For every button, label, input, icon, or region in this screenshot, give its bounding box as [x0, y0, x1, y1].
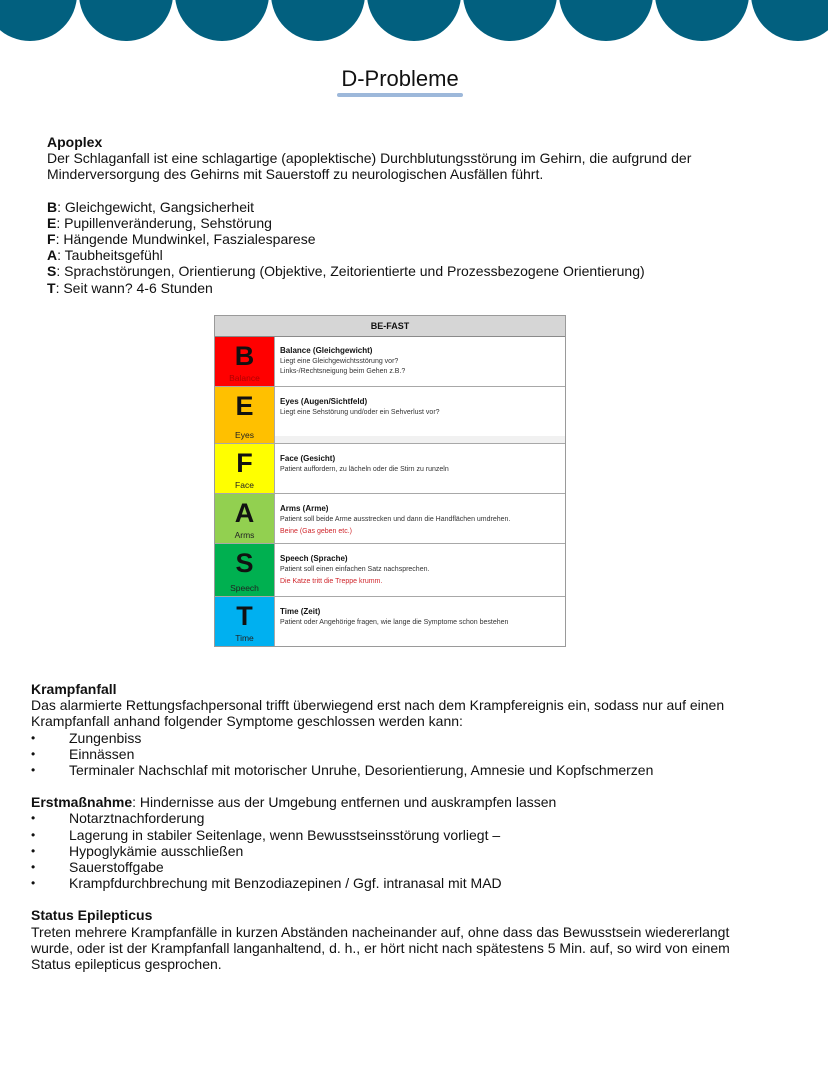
scallop-circle	[175, 0, 269, 41]
symptom-item: • Einnässen	[31, 746, 731, 762]
befast-content-cell	[275, 597, 565, 646]
befast-row-speech	[215, 544, 565, 597]
page-title-text: D-Probleme	[341, 66, 459, 91]
befast-example-note: Beine (Gas geben etc.)	[280, 528, 352, 535]
befast-letter: B	[234, 341, 255, 371]
page-title	[0, 66, 800, 92]
befast-content-cell	[275, 444, 565, 493]
befast-letter: A	[234, 498, 255, 528]
apoplex-letter-key: F	[47, 231, 56, 248]
scallop-circle	[655, 0, 749, 41]
symptom-item: • Zungenbiss	[31, 730, 731, 746]
befast-word: Eyes	[235, 430, 254, 440]
apoplex-letter-item	[47, 247, 727, 263]
befast-table-header: BE-FAST	[215, 316, 565, 337]
measure-item: • Sauerstoffgabe	[31, 859, 731, 875]
befast-letter: T	[236, 601, 253, 631]
befast-content-cell	[275, 494, 565, 543]
befast-word: Balance	[229, 373, 260, 383]
befast-letter-cell	[215, 597, 275, 646]
title-underline	[337, 93, 462, 97]
measure-item: • Krampfdurchbrechung mit Benzodiazepinen / Ggf. intranasal mit MAD	[31, 875, 731, 891]
measure-item: • Hypoglykämie ausschließen	[31, 843, 731, 859]
befast-content-cell	[275, 337, 565, 386]
scallop-circle	[463, 0, 557, 41]
befast-heading: Balance (Gleichgewicht)	[280, 346, 373, 355]
apoplex-letter-item	[47, 231, 727, 247]
erstmassnahme-line	[31, 794, 731, 810]
befast-row-eyes	[215, 387, 565, 444]
apoplex-letter-text: : Taubheitsgefühl	[57, 247, 163, 264]
befast-content-cell	[275, 387, 565, 443]
measure-item: • Notarztnachforderung	[31, 810, 731, 826]
befast-letter: S	[235, 548, 254, 578]
befast-description-line: Links-/Rechtsneigung beim Gehen z.B.?	[280, 368, 406, 375]
befast-heading: Arms (Arme)	[280, 504, 329, 513]
befast-letter-cell	[215, 494, 275, 543]
befast-letter: F	[236, 448, 253, 478]
krampfanfall-section	[31, 681, 731, 972]
befast-content-cell	[275, 544, 565, 596]
befast-word: Speech	[230, 583, 259, 593]
befast-letter-cell	[215, 337, 275, 386]
befast-example-note: Die Katze tritt die Treppe krumm.	[280, 578, 383, 585]
apoplex-letter-list	[47, 199, 727, 296]
erstmassnahme-label: Erstmaßnahme	[31, 794, 133, 811]
befast-description-line: Liegt eine Sehstörung und/oder ein Sehverlust vor?	[280, 409, 440, 416]
apoplex-letter-text: : Hängende Mundwinkel, Faszialesparese	[55, 231, 316, 248]
befast-word: Time	[235, 633, 254, 643]
header-scallop-decoration	[0, 0, 828, 50]
apoplex-letter-key: T	[47, 279, 56, 296]
apoplex-description: Der Schlaganfall ist eine schlagartige (apoplektische) Durchblutungsstörung im Gehirn, die aufgrund der Minderversorgung des Gehirns mit Sauerstoff zu neurologischen Ausfällen führt.	[47, 150, 692, 183]
krampfanfall-description: Das alarmierte Rettungsfachpersonal trifft überwiegend erst nach dem Krampfereignis ein, sodass nur auf einen Krampfanfall anhand folgender Symptome geschlossen werden kann:	[31, 697, 725, 730]
krampfanfall-heading: Krampfanfall	[31, 681, 117, 697]
befast-letter-cell	[215, 444, 275, 493]
apoplex-letter-key: A	[47, 247, 58, 264]
erstmassnahme-text: : Hindernisse aus der Umgebung entfernen und auskrampfen lassen	[132, 794, 557, 811]
befast-description-line: Patient soll beide Arme ausstrecken und dann die Handflächen umdrehen.	[280, 516, 511, 523]
befast-row-arms	[215, 494, 565, 544]
befast-description-line: Patient oder Angehörige fragen, wie lange die Symptome schon bestehen	[280, 619, 509, 626]
apoplex-letter-item	[47, 215, 727, 231]
scallop-circle	[0, 0, 77, 41]
row-shading-strip	[275, 436, 565, 443]
status-epilepticus-heading: Status Epilepticus	[31, 907, 153, 924]
symptom-list	[31, 730, 731, 779]
apoplex-letter-text: : Pupillenveränderung, Sehstörung	[56, 214, 272, 231]
status-epilepticus-description: Treten mehrere Krampfanfälle in kurzen Abständen nacheinander auf, ohne dass das Bewusstsein wiedererlangt wurde, oder ist der Krampfanfall langanhaltend, d. h., er hört nicht nach spätestens 5 Min. auf, so wird von einem Status epilepticus gesprochen.	[31, 923, 730, 973]
apoplex-letter-text: : Gleichgewicht, Gangsicherheit	[57, 198, 254, 215]
apoplex-heading: Apoplex	[47, 134, 103, 150]
apoplex-letter-text: : Sprachstörungen, Orientierung (Objektive, Zeitorientierte und Prozessbezogene Orientierung)	[56, 263, 645, 280]
scallop-circle	[79, 0, 173, 41]
befast-letter: E	[235, 391, 254, 421]
apoplex-letter-item	[47, 280, 727, 296]
befast-word: Face	[235, 480, 254, 490]
scallop-circle	[271, 0, 365, 41]
befast-table	[214, 315, 566, 647]
befast-row-face	[215, 444, 565, 494]
befast-heading: Time (Zeit)	[280, 607, 321, 616]
befast-letter-cell	[215, 387, 275, 443]
apoplex-letter-key: B	[47, 198, 58, 215]
symptom-item: • Terminaler Nachschlaf mit motorischer Unruhe, Desorientierung, Amnesie und Kopfschmerzen	[31, 762, 731, 778]
befast-letter-cell	[215, 544, 275, 596]
befast-row-time	[215, 597, 565, 646]
apoplex-letter-key: S	[47, 263, 57, 280]
apoplex-section	[47, 134, 727, 296]
scallop-circle	[751, 0, 828, 41]
apoplex-letter-item	[47, 263, 727, 279]
befast-description-line: Patient soll einen einfachen Satz nachsprechen.	[280, 566, 430, 573]
befast-word: Arms	[234, 530, 255, 540]
befast-heading: Face (Gesicht)	[280, 454, 336, 463]
scallop-circle	[559, 0, 653, 41]
apoplex-letter-key: E	[47, 214, 57, 231]
scallop-circle	[367, 0, 461, 41]
befast-description-line: Liegt eine Gleichgewichtsstörung vor?	[280, 358, 399, 365]
befast-heading: Eyes (Augen/Sichtfeld)	[280, 397, 368, 406]
measure-item: • Lagerung in stabiler Seitenlage, wenn Bewusstseinsstörung vorliegt –	[31, 827, 731, 843]
apoplex-letter-item	[47, 199, 727, 215]
befast-description-line: Patient auffordern, zu lächeln oder die Stirn zu runzeln	[280, 466, 449, 473]
measure-list	[31, 810, 731, 891]
befast-heading: Speech (Sprache)	[280, 554, 348, 563]
apoplex-letter-text: : Seit wann? 4-6 Stunden	[55, 279, 213, 296]
befast-row-balance	[215, 337, 565, 387]
